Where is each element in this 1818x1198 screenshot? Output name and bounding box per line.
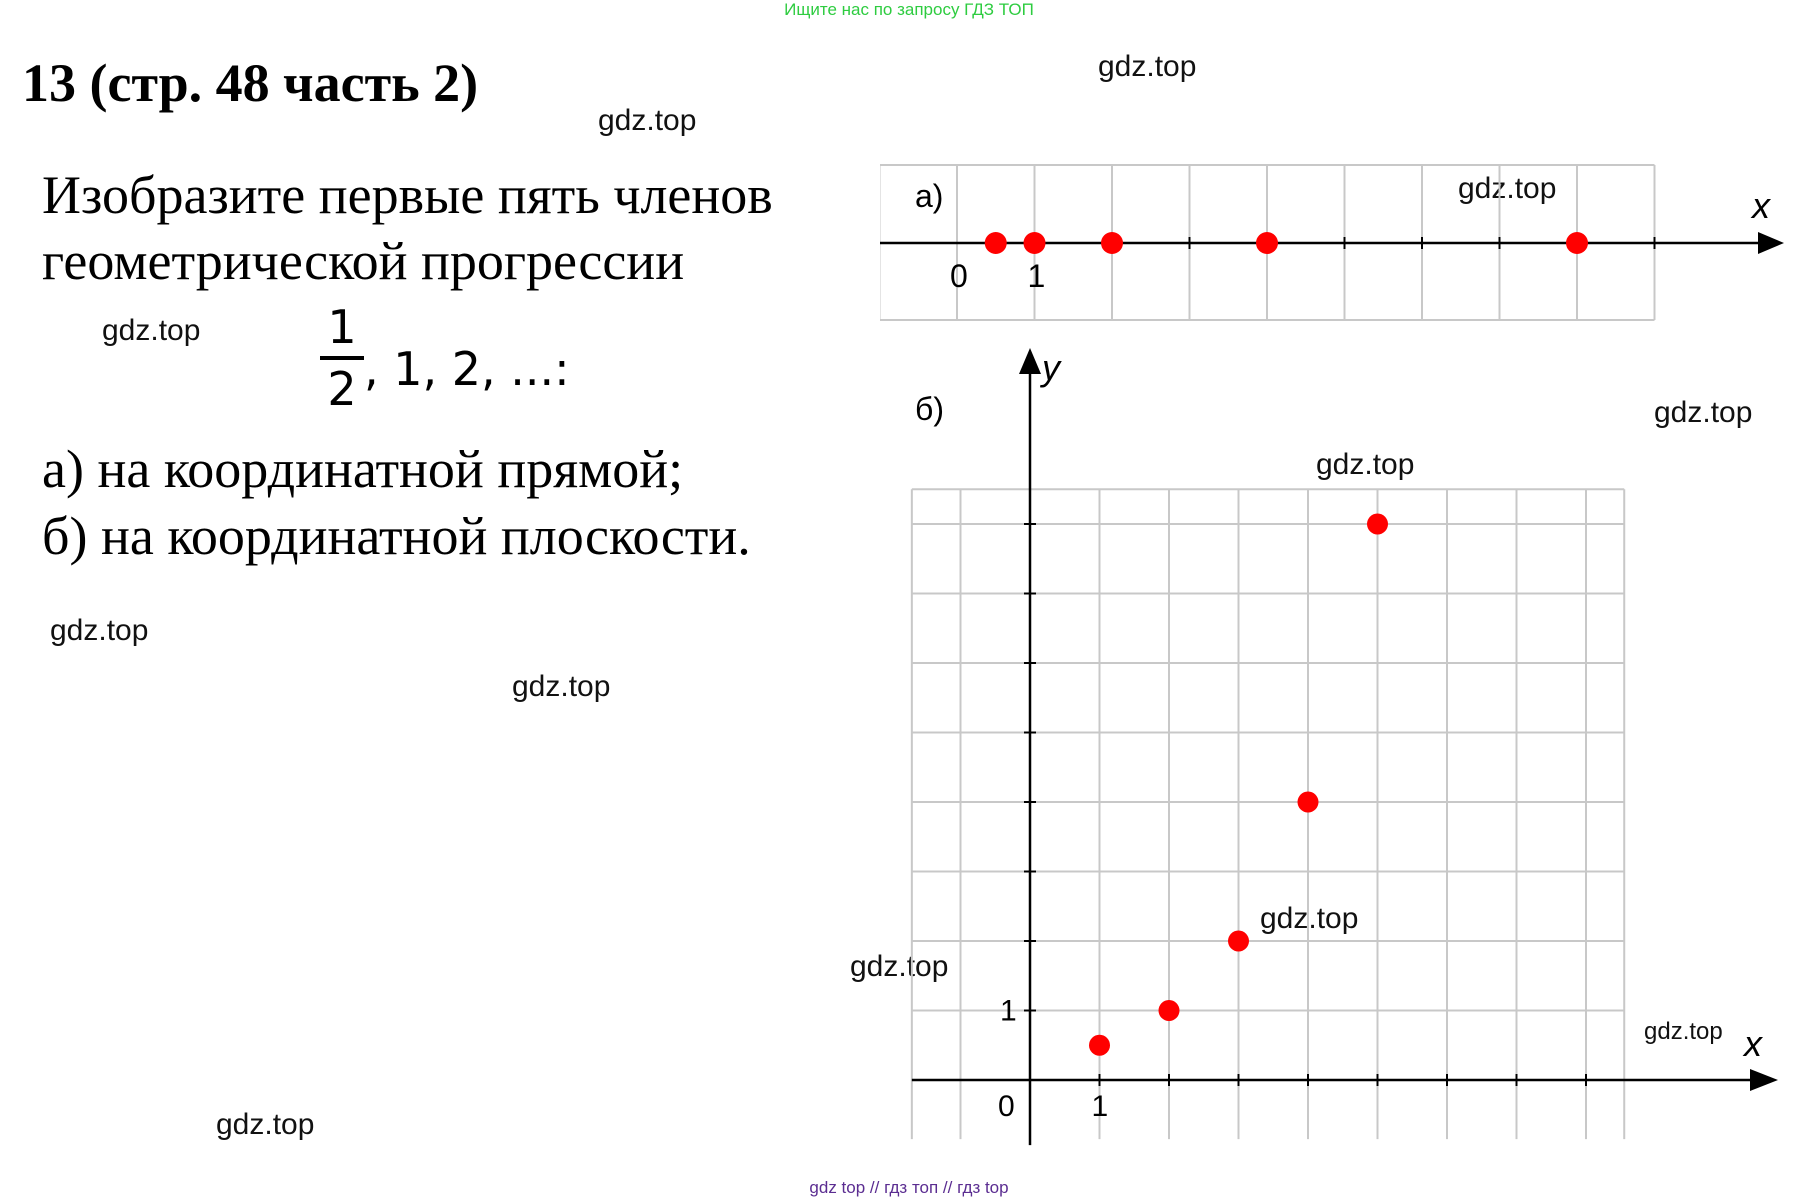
panel-label: а) [915,178,944,214]
x-unit-label: 1 [1091,1090,1109,1123]
data-point [1256,232,1278,254]
panel-label: б) [915,391,944,427]
watermark: gdz.top [1098,50,1197,83]
watermark: gdz.top [102,314,201,347]
data-point [1159,1000,1180,1021]
data-point [1367,514,1388,535]
page-title: 13 (стр. 48 часть 2) [22,53,479,113]
y-axis-arrow [1019,348,1041,374]
sequence-fraction [320,300,364,416]
coordinate-plane-chart [880,340,1790,1150]
number-line-chart [880,160,1790,330]
data-point [985,232,1007,254]
task-part-b: б) на координатной плоскости. [42,506,751,566]
footer-links[interactable]: gdz top // гдз топ // гдз top [809,1178,1009,1197]
sequence-tail: , 1, 2, ...: [364,342,570,396]
data-point [1566,232,1588,254]
x-axis-label: x [1744,1023,1762,1064]
watermark: gdz.top [1654,396,1753,429]
data-point [1228,931,1249,952]
task-line-1: Изобразите первые пять членов [42,165,773,225]
watermark: gdz.top [598,104,697,137]
watermark: gdz.top [1260,902,1359,935]
task-part-a: а) на координатной прямой; [42,439,684,499]
y-unit-label: 1 [1000,994,1017,1028]
fraction-denominator: 2 [327,362,357,416]
data-point [1298,792,1319,813]
data-point [1089,1035,1110,1056]
watermark: gdz.top [1316,448,1415,481]
x-unit-label: 1 [1027,258,1046,294]
task-text [42,162,773,294]
watermark: gdz.top [1458,172,1557,205]
data-point [1101,232,1123,254]
watermark: gdz.top [216,1108,315,1141]
x-axis-arrow [1750,1069,1778,1091]
watermark: gdz.top [50,614,149,647]
x-axis-arrow [1758,232,1784,254]
x-axis-label: x [1752,185,1770,226]
fraction-numerator: 1 [327,300,357,354]
fraction-bar [320,356,364,360]
watermark: gdz.top [1644,1018,1723,1045]
task-line-2: геометрической прогрессии [42,231,685,291]
watermark: gdz.top [850,950,949,983]
origin-label: 0 [950,258,968,294]
watermark: gdz.top [512,670,611,703]
origin-label: 0 [998,1090,1015,1123]
top-banner[interactable]: Ищите нас по запросу ГДЗ ТОП [784,0,1034,19]
data-point [1024,232,1046,254]
y-axis-label: y [1042,347,1060,388]
